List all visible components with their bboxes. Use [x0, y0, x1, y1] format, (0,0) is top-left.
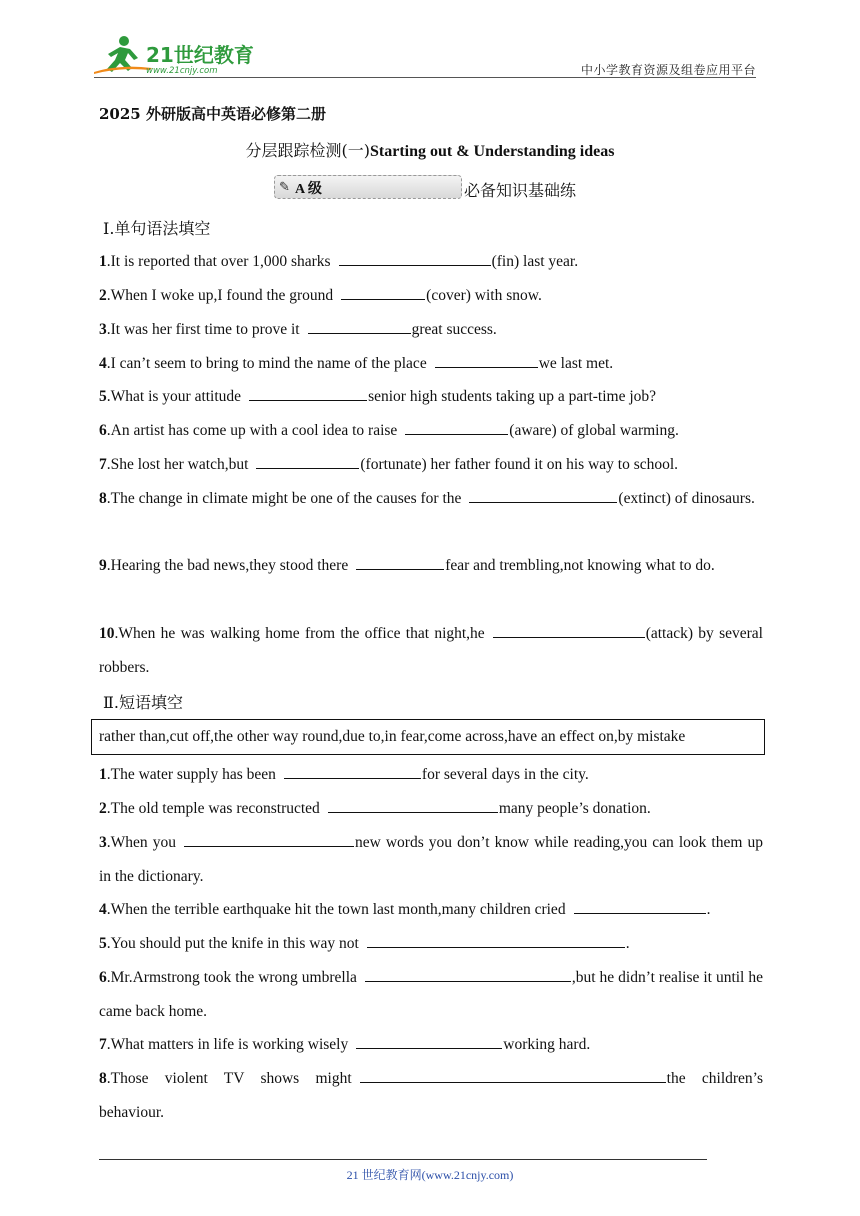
answer-blank[interactable] [356, 1032, 502, 1049]
question-item: 9.Hearing the bad news,they stood there fear and trembling,not knowing what to do. [99, 549, 763, 583]
question-item: 8.The change in climate might be one of the causes for the (extinct) of dinosaurs. [99, 482, 763, 516]
page-header [94, 34, 756, 78]
logo-url: www.21cnjy.com [146, 66, 218, 76]
question-item: 7.What matters in life is working wisely working hard. [99, 1028, 763, 1062]
question-item: 4.I can’t seem to bring to mind the name of the place we last met. [99, 347, 763, 381]
question-item: 2.The old temple was reconstructed many people’s donation. [99, 792, 763, 826]
answer-blank[interactable] [469, 486, 617, 503]
subtitle-chinese: 分层跟踪检测(一) [245, 141, 370, 160]
answer-blank[interactable] [256, 452, 359, 469]
answer-blank[interactable] [328, 796, 498, 813]
level-badge [274, 175, 462, 199]
question-item: 6.Mr.Armstrong took the wrong umbrella ,but he didn’t realise it until he came back home. [99, 961, 763, 1029]
answer-blank[interactable] [339, 249, 491, 266]
answer-blank[interactable] [360, 1066, 666, 1083]
question-item: 3.It was her first time to prove it great success. [99, 313, 763, 347]
question-item: 5.What is your attitude senior high students taking up a part-time job? [99, 380, 763, 414]
answer-blank[interactable] [367, 931, 625, 948]
phrase-bank: rather than,cut off,the other way round,due to,in fear,come across,have an effect on,by mistake [91, 719, 765, 755]
answer-blank[interactable] [184, 830, 354, 847]
page-footer: 21 世纪教育网(www.21cnjy.com) [346, 1168, 514, 1182]
answer-blank[interactable] [574, 897, 706, 914]
header-divider [94, 77, 756, 78]
section-heading-phrases: Ⅱ.短语填空 [103, 693, 183, 712]
document-subtitle [0, 138, 860, 161]
footer-divider [99, 1159, 707, 1160]
answer-blank[interactable] [405, 418, 508, 435]
logo-text: 21世纪教育 [146, 43, 254, 67]
site-logo [94, 34, 264, 76]
question-item: 4.When the terrible earthquake hit the town last month,many children cried . [99, 893, 763, 927]
level-description: 必备知识基础练 [464, 181, 577, 200]
question-item: 10.When he was walking home from the office that night,he (attack) by several robbers. [99, 617, 763, 685]
answer-blank[interactable] [249, 384, 367, 401]
answer-blank[interactable] [435, 351, 538, 368]
pen-icon: ✎ [279, 179, 290, 194]
question-item: 1.The water supply has been for several days in the city. [99, 758, 763, 792]
answer-blank[interactable] [308, 317, 411, 334]
level-label: A 级 [295, 182, 322, 197]
header-platform-text: 中小学教育资源及组卷应用平台 [580, 63, 756, 77]
answer-blank[interactable] [341, 283, 425, 300]
question-item: 2.When I woke up,I found the ground (cover) with snow. [99, 279, 763, 313]
question-item: 7.She lost her watch,but (fortunate) her father found it on his way to school. [99, 448, 763, 482]
answer-blank[interactable] [365, 965, 571, 982]
answer-blank[interactable] [356, 553, 444, 570]
question-item: 1.It is reported that over 1,000 sharks (fin) last year. [99, 245, 763, 279]
document-title: 2025 外研版高中英语必修第二册 [99, 105, 326, 123]
question-item: 6.An artist has come up with a cool idea to raise (aware) of global warming. [99, 414, 763, 448]
question-item: 8.Those violent TV shows might the children’s behaviour. [99, 1062, 763, 1130]
answer-blank[interactable] [284, 762, 421, 779]
answer-blank[interactable] [493, 621, 645, 638]
question-item: 5.You should put the knife in this way not . [99, 927, 763, 961]
subtitle-english: Starting out & Understanding ideas [370, 143, 615, 160]
question-item: 3.When you new words you don’t know while reading,you can look them up in the dictionary. [99, 826, 763, 894]
section-heading-grammar: Ⅰ.单句语法填空 [103, 219, 211, 238]
